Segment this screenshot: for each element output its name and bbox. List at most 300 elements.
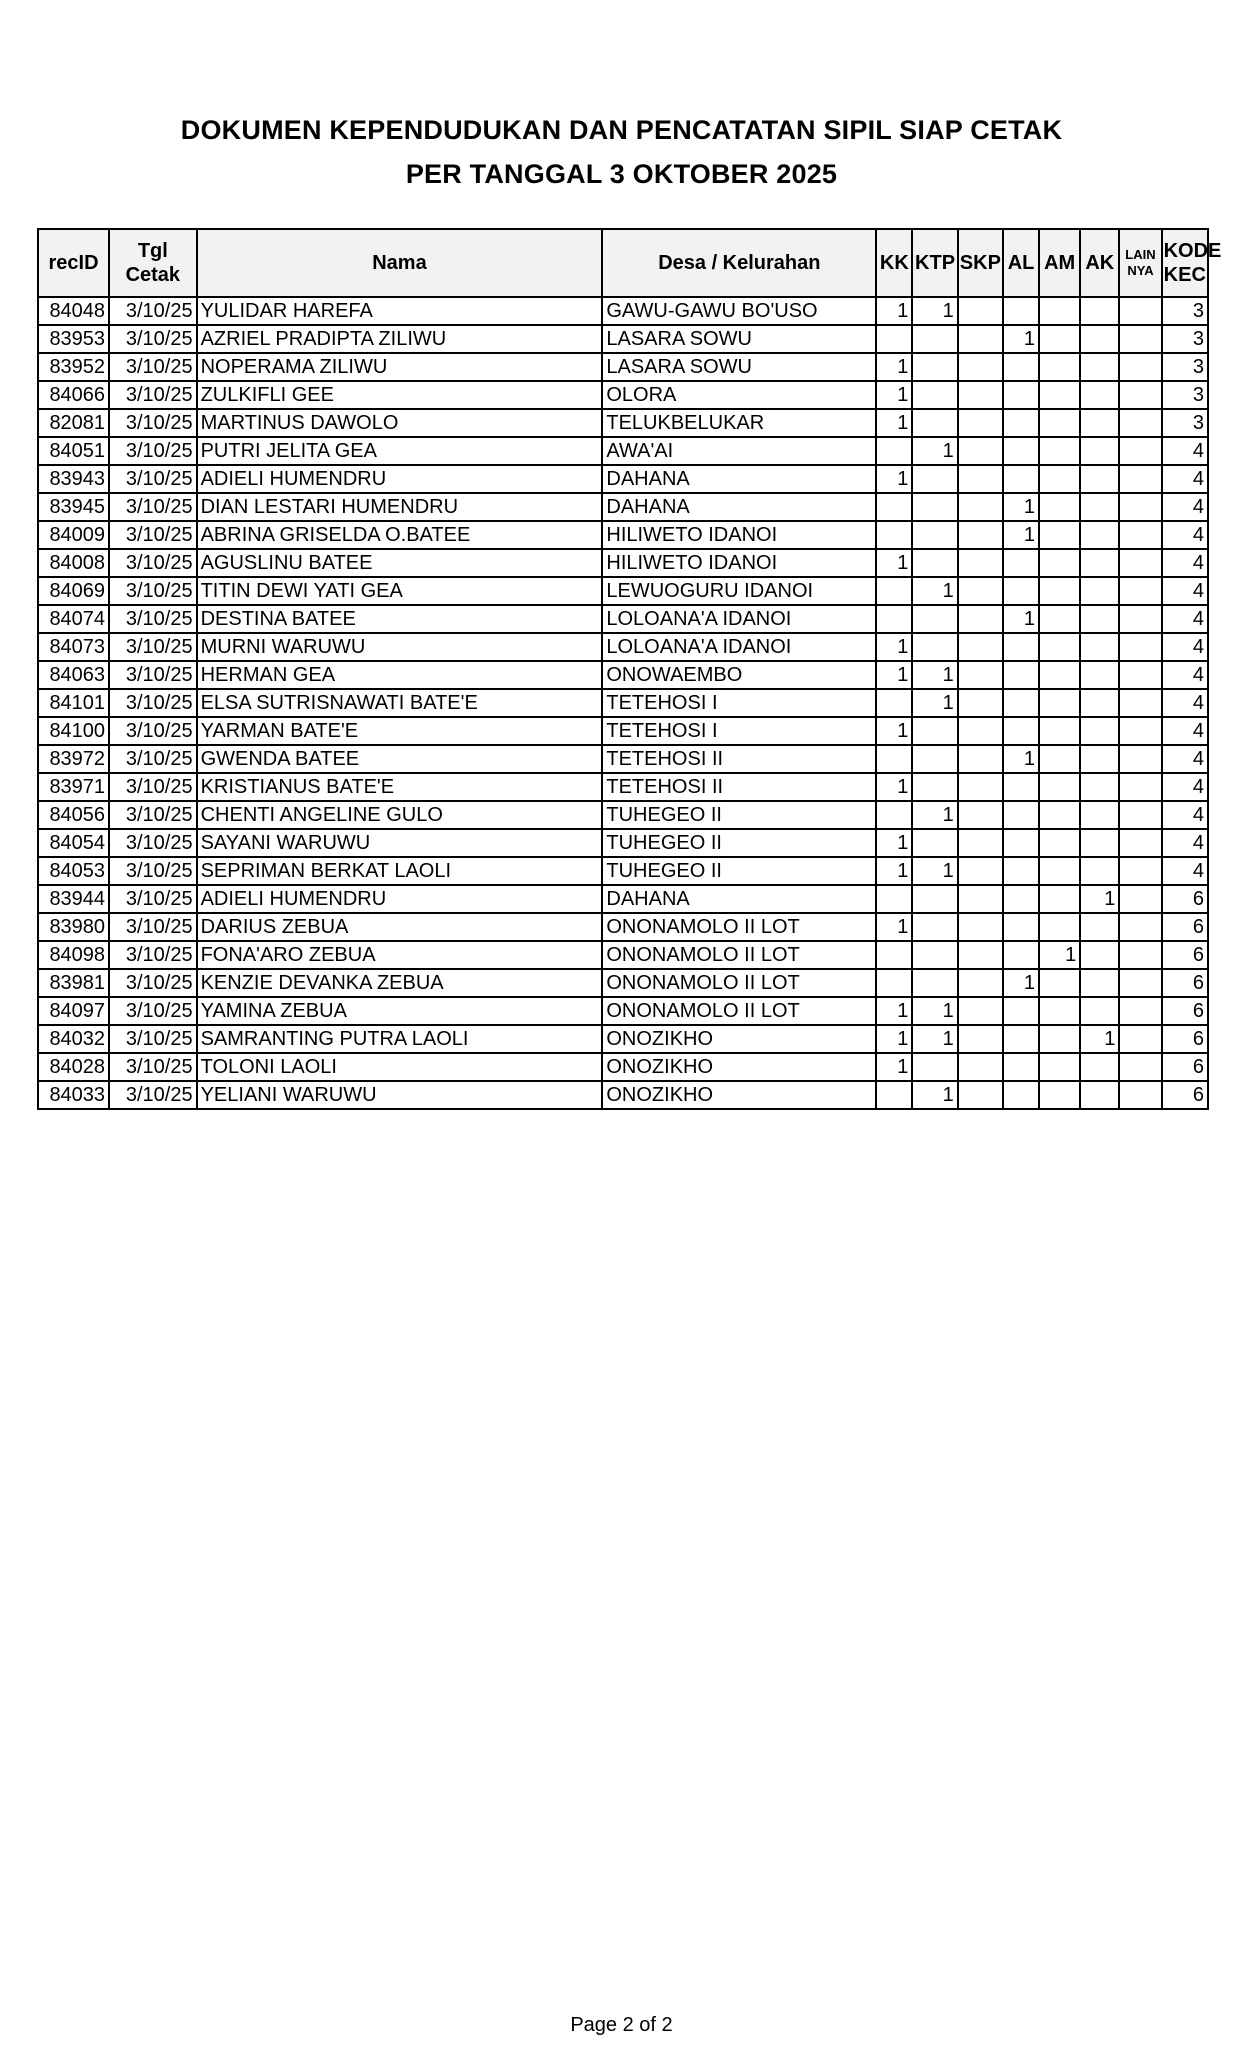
cell-am — [1039, 717, 1080, 745]
cell-lainnya — [1119, 381, 1161, 409]
cell-ak — [1080, 605, 1119, 633]
cell-skp — [958, 325, 1003, 353]
cell-kode: 4 — [1162, 661, 1208, 689]
table-row — [38, 493, 1208, 521]
cell-am — [1039, 689, 1080, 717]
cell-am — [1039, 465, 1080, 493]
cell-skp — [958, 437, 1003, 465]
cell-ak — [1080, 745, 1119, 773]
cell-al — [1003, 885, 1039, 913]
cell-skp — [958, 969, 1003, 997]
cell-al — [1003, 801, 1039, 829]
cell-kode: 3 — [1162, 325, 1208, 353]
cell-desa: HILIWETO IDANOI — [602, 521, 876, 549]
cell-recid: 83944 — [38, 885, 109, 913]
cell-kode: 6 — [1162, 1081, 1208, 1109]
table-row — [38, 549, 1208, 577]
cell-am — [1039, 521, 1080, 549]
cell-recid: 84051 — [38, 437, 109, 465]
cell-ak — [1080, 353, 1119, 381]
cell-skp — [958, 773, 1003, 801]
document-table — [37, 228, 1222, 1110]
cell-ktp — [912, 773, 957, 801]
cell-recid: 84097 — [38, 997, 109, 1025]
table-row — [38, 913, 1208, 941]
cell-recid: 84101 — [38, 689, 109, 717]
cell-ak — [1080, 1053, 1119, 1081]
cell-am — [1039, 997, 1080, 1025]
cell-tgl: 3/10/25 — [109, 689, 197, 717]
cell-lainnya — [1119, 941, 1161, 969]
cell-desa: LEWUOGURU IDANOI — [602, 577, 876, 605]
cell-tgl: 3/10/25 — [109, 409, 197, 437]
cell-al — [1003, 773, 1039, 801]
cell-nama: CHENTI ANGELINE GULO — [197, 801, 603, 829]
cell-desa: ONOZIKHO — [602, 1081, 876, 1109]
header-am: AM — [1039, 229, 1080, 297]
header-ktp: KTP — [912, 229, 957, 297]
cell-kk: 1 — [876, 997, 912, 1025]
cell-nama: DARIUS ZEBUA — [197, 913, 603, 941]
cell-tgl: 3/10/25 — [109, 1053, 197, 1081]
cell-kode: 6 — [1162, 1053, 1208, 1081]
header-kk: KK — [876, 229, 912, 297]
cell-desa: ONONAMOLO II LOT — [602, 969, 876, 997]
cell-ak — [1080, 689, 1119, 717]
cell-lainnya — [1119, 1081, 1161, 1109]
cell-al — [1003, 353, 1039, 381]
cell-nama: AZRIEL PRADIPTA ZILIWU — [197, 325, 603, 353]
cell-recid: 84056 — [38, 801, 109, 829]
table-row — [38, 381, 1208, 409]
cell-ak — [1080, 409, 1119, 437]
cell-skp — [958, 885, 1003, 913]
cell-recid: 84053 — [38, 857, 109, 885]
cell-skp — [958, 521, 1003, 549]
cell-al — [1003, 1053, 1039, 1081]
cell-kode: 4 — [1162, 717, 1208, 745]
cell-kode: 4 — [1162, 521, 1208, 549]
cell-desa: TETEHOSI I — [602, 717, 876, 745]
cell-kode: 4 — [1162, 465, 1208, 493]
cell-kk — [876, 941, 912, 969]
cell-recid: 83971 — [38, 773, 109, 801]
cell-kk: 1 — [876, 829, 912, 857]
cell-am — [1039, 1025, 1080, 1053]
cell-kk: 1 — [876, 661, 912, 689]
cell-recid: 84048 — [38, 297, 109, 325]
cell-desa: ONOZIKHO — [602, 1053, 876, 1081]
cell-kk: 1 — [876, 353, 912, 381]
cell-am — [1039, 969, 1080, 997]
cell-tgl: 3/10/25 — [109, 353, 197, 381]
cell-kode: 6 — [1162, 913, 1208, 941]
cell-desa: LOLOANA'A IDANOI — [602, 633, 876, 661]
cell-nama: SEPRIMAN BERKAT LAOLI — [197, 857, 603, 885]
cell-lainnya — [1119, 801, 1161, 829]
cell-ak — [1080, 969, 1119, 997]
cell-al — [1003, 997, 1039, 1025]
header-lainnya-label: LAIN NYA — [1125, 247, 1156, 278]
cell-desa: TETEHOSI II — [602, 773, 876, 801]
cell-al — [1003, 465, 1039, 493]
cell-kode: 3 — [1162, 297, 1208, 325]
cell-skp — [958, 1025, 1003, 1053]
page-number: Page 2 of 2 — [570, 2014, 673, 2036]
cell-lainnya — [1119, 661, 1161, 689]
cell-recid: 83980 — [38, 913, 109, 941]
cell-tgl: 3/10/25 — [109, 381, 197, 409]
cell-kode: 3 — [1162, 381, 1208, 409]
cell-ak — [1080, 1081, 1119, 1109]
header-lainnya — [1119, 229, 1161, 297]
cell-am — [1039, 801, 1080, 829]
cell-ktp — [912, 717, 957, 745]
cell-ak — [1080, 549, 1119, 577]
cell-desa: HILIWETO IDANOI — [602, 549, 876, 577]
cell-kk: 1 — [876, 409, 912, 437]
cell-kode: 4 — [1162, 745, 1208, 773]
cell-kk — [876, 577, 912, 605]
cell-al — [1003, 1081, 1039, 1109]
cell-am — [1039, 493, 1080, 521]
cell-kode: 4 — [1162, 577, 1208, 605]
cell-recid: 83943 — [38, 465, 109, 493]
cell-nama: KRISTIANUS BATE'E — [197, 773, 603, 801]
cell-tgl: 3/10/25 — [109, 577, 197, 605]
table-row — [38, 745, 1208, 773]
cell-skp — [958, 997, 1003, 1025]
cell-tgl: 3/10/25 — [109, 493, 197, 521]
cell-skp — [958, 913, 1003, 941]
cell-kode: 4 — [1162, 549, 1208, 577]
table-row — [38, 773, 1208, 801]
cell-nama: TOLONI LAOLI — [197, 1053, 603, 1081]
cell-ktp: 1 — [912, 801, 957, 829]
cell-recid: 84033 — [38, 1081, 109, 1109]
cell-kode: 3 — [1162, 409, 1208, 437]
cell-desa: DAHANA — [602, 493, 876, 521]
cell-ktp: 1 — [912, 661, 957, 689]
cell-al — [1003, 437, 1039, 465]
table-row — [38, 605, 1208, 633]
cell-lainnya — [1119, 885, 1161, 913]
cell-ak — [1080, 829, 1119, 857]
cell-tgl: 3/10/25 — [109, 437, 197, 465]
cell-ak — [1080, 633, 1119, 661]
cell-al — [1003, 661, 1039, 689]
cell-ak — [1080, 465, 1119, 493]
cell-ak — [1080, 941, 1119, 969]
table-row — [38, 969, 1208, 997]
cell-ak — [1080, 717, 1119, 745]
cell-am — [1039, 549, 1080, 577]
cell-ak — [1080, 437, 1119, 465]
cell-desa: ONOWAEMBO — [602, 661, 876, 689]
cell-am — [1039, 577, 1080, 605]
cell-tgl: 3/10/25 — [109, 941, 197, 969]
table-row — [38, 633, 1208, 661]
cell-skp — [958, 297, 1003, 325]
cell-ktp — [912, 409, 957, 437]
header-ak: AK — [1080, 229, 1119, 297]
cell-kode: 6 — [1162, 941, 1208, 969]
cell-skp — [958, 829, 1003, 857]
cell-skp — [958, 577, 1003, 605]
cell-nama: ADIELI HUMENDRU — [197, 465, 603, 493]
cell-nama: FONA'ARO ZEBUA — [197, 941, 603, 969]
table-row — [38, 997, 1208, 1025]
cell-kode: 4 — [1162, 689, 1208, 717]
cell-ktp: 1 — [912, 1081, 957, 1109]
cell-skp — [958, 857, 1003, 885]
cell-tgl: 3/10/25 — [109, 717, 197, 745]
cell-ak: 1 — [1080, 885, 1119, 913]
cell-tgl: 3/10/25 — [109, 773, 197, 801]
cell-am: 1 — [1039, 941, 1080, 969]
cell-kk — [876, 325, 912, 353]
table-row — [38, 1053, 1208, 1081]
cell-skp — [958, 493, 1003, 521]
cell-recid: 84008 — [38, 549, 109, 577]
cell-kk: 1 — [876, 633, 912, 661]
cell-al — [1003, 549, 1039, 577]
cell-lainnya — [1119, 1025, 1161, 1053]
cell-kode: 6 — [1162, 1025, 1208, 1053]
cell-kk — [876, 437, 912, 465]
cell-ktp — [912, 969, 957, 997]
cell-am — [1039, 745, 1080, 773]
cell-kode: 6 — [1162, 885, 1208, 913]
cell-nama: YELIANI WARUWU — [197, 1081, 603, 1109]
cell-al: 1 — [1003, 325, 1039, 353]
cell-kk — [876, 969, 912, 997]
cell-lainnya — [1119, 857, 1161, 885]
cell-ak — [1080, 801, 1119, 829]
cell-al — [1003, 409, 1039, 437]
cell-nama: PUTRI JELITA GEA — [197, 437, 603, 465]
cell-al — [1003, 381, 1039, 409]
cell-nama: TITIN DEWI YATI GEA — [197, 577, 603, 605]
cell-skp — [958, 661, 1003, 689]
cell-recid: 83952 — [38, 353, 109, 381]
table-body — [38, 297, 1208, 1109]
cell-kk — [876, 885, 912, 913]
cell-tgl: 3/10/25 — [109, 661, 197, 689]
cell-tgl: 3/10/25 — [109, 465, 197, 493]
cell-al — [1003, 913, 1039, 941]
header-skp: SKP — [958, 229, 1003, 297]
cell-al — [1003, 941, 1039, 969]
cell-kk: 1 — [876, 1053, 912, 1081]
cell-am — [1039, 353, 1080, 381]
cell-skp — [958, 633, 1003, 661]
cell-kk — [876, 521, 912, 549]
cell-am — [1039, 409, 1080, 437]
table-row — [38, 801, 1208, 829]
cell-am — [1039, 829, 1080, 857]
cell-lainnya — [1119, 493, 1161, 521]
cell-ktp — [912, 829, 957, 857]
cell-nama: KENZIE DEVANKA ZEBUA — [197, 969, 603, 997]
cell-tgl: 3/10/25 — [109, 325, 197, 353]
cell-am — [1039, 857, 1080, 885]
cell-nama: NOPERAMA ZILIWU — [197, 353, 603, 381]
cell-recid: 84074 — [38, 605, 109, 633]
cell-recid: 82081 — [38, 409, 109, 437]
cell-skp — [958, 381, 1003, 409]
cell-am — [1039, 297, 1080, 325]
cell-tgl: 3/10/25 — [109, 297, 197, 325]
cell-lainnya — [1119, 549, 1161, 577]
cell-kk — [876, 745, 912, 773]
header-desa-kelurahan: Desa / Kelurahan — [602, 229, 876, 297]
cell-desa: TETEHOSI I — [602, 689, 876, 717]
cell-desa: ONONAMOLO II LOT — [602, 997, 876, 1025]
document-subtitle-date: PER TANGGAL 3 OKTOBER 2025 — [405, 159, 838, 189]
cell-desa: TUHEGEO II — [602, 801, 876, 829]
cell-al — [1003, 717, 1039, 745]
cell-lainnya — [1119, 913, 1161, 941]
table-row — [38, 325, 1208, 353]
cell-al — [1003, 297, 1039, 325]
cell-tgl: 3/10/25 — [109, 997, 197, 1025]
cell-ktp — [912, 941, 957, 969]
cell-recid: 83945 — [38, 493, 109, 521]
cell-ktp: 1 — [912, 857, 957, 885]
cell-am — [1039, 913, 1080, 941]
cell-kk: 1 — [876, 549, 912, 577]
cell-recid: 84098 — [38, 941, 109, 969]
cell-kode: 4 — [1162, 605, 1208, 633]
cell-desa: TUHEGEO II — [602, 829, 876, 857]
cell-am — [1039, 885, 1080, 913]
cell-nama: SAYANI WARUWU — [197, 829, 603, 857]
cell-desa: TELUKBELUKAR — [602, 409, 876, 437]
cell-ktp — [912, 1053, 957, 1081]
cell-kk: 1 — [876, 717, 912, 745]
cell-al — [1003, 633, 1039, 661]
table-row — [38, 1081, 1208, 1109]
cell-ak — [1080, 381, 1119, 409]
header-kode-kec-label: KODE KEC — [1163, 240, 1222, 286]
cell-ktp: 1 — [912, 689, 957, 717]
header-tgl-cetak — [109, 229, 197, 297]
table-row — [38, 717, 1208, 745]
table-row — [38, 409, 1208, 437]
header-nama: Nama — [197, 229, 603, 297]
cell-ak — [1080, 997, 1119, 1025]
cell-skp — [958, 465, 1003, 493]
cell-lainnya — [1119, 745, 1161, 773]
cell-nama: ABRINA GRISELDA O.BATEE — [197, 521, 603, 549]
cell-skp — [958, 409, 1003, 437]
cell-desa: DAHANA — [602, 885, 876, 913]
cell-nama: ELSA SUTRISNAWATI BATE'E — [197, 689, 603, 717]
cell-ak — [1080, 577, 1119, 605]
cell-al — [1003, 1025, 1039, 1053]
cell-ktp — [912, 353, 957, 381]
cell-skp — [958, 549, 1003, 577]
cell-ktp — [912, 549, 957, 577]
cell-ktp: 1 — [912, 437, 957, 465]
cell-am — [1039, 1053, 1080, 1081]
cell-tgl: 3/10/25 — [109, 745, 197, 773]
cell-nama: DESTINA BATEE — [197, 605, 603, 633]
cell-desa: LOLOANA'A IDANOI — [602, 605, 876, 633]
cell-kk: 1 — [876, 1025, 912, 1053]
cell-recid: 84063 — [38, 661, 109, 689]
table-row — [38, 353, 1208, 381]
cell-al: 1 — [1003, 745, 1039, 773]
cell-kode: 6 — [1162, 969, 1208, 997]
cell-lainnya — [1119, 577, 1161, 605]
cell-skp — [958, 801, 1003, 829]
cell-lainnya — [1119, 633, 1161, 661]
cell-skp — [958, 941, 1003, 969]
cell-tgl: 3/10/25 — [109, 969, 197, 997]
cell-nama: AGUSLINU BATEE — [197, 549, 603, 577]
cell-recid: 84100 — [38, 717, 109, 745]
cell-nama: SAMRANTING PUTRA LAOLI — [197, 1025, 603, 1053]
cell-kode: 4 — [1162, 829, 1208, 857]
cell-nama: GWENDA BATEE — [197, 745, 603, 773]
cell-kode: 6 — [1162, 997, 1208, 1025]
cell-ak — [1080, 773, 1119, 801]
cell-lainnya — [1119, 605, 1161, 633]
cell-desa: OLORA — [602, 381, 876, 409]
cell-kk — [876, 801, 912, 829]
cell-ktp: 1 — [912, 1025, 957, 1053]
cell-ktp — [912, 885, 957, 913]
cell-ktp — [912, 381, 957, 409]
cell-kode: 4 — [1162, 773, 1208, 801]
cell-am — [1039, 381, 1080, 409]
cell-skp — [958, 353, 1003, 381]
cell-ak — [1080, 493, 1119, 521]
cell-desa: GAWU-GAWU BO'USO — [602, 297, 876, 325]
table-row — [38, 465, 1208, 493]
cell-tgl: 3/10/25 — [109, 521, 197, 549]
cell-recid: 84028 — [38, 1053, 109, 1081]
cell-skp — [958, 1053, 1003, 1081]
cell-tgl: 3/10/25 — [109, 605, 197, 633]
cell-lainnya — [1119, 829, 1161, 857]
cell-lainnya — [1119, 717, 1161, 745]
cell-lainnya — [1119, 297, 1161, 325]
cell-kode: 3 — [1162, 353, 1208, 381]
cell-ak — [1080, 297, 1119, 325]
cell-nama: ZULKIFLI GEE — [197, 381, 603, 409]
cell-ak: 1 — [1080, 1025, 1119, 1053]
document-title: DOKUMEN KEPENDUDUKAN DAN PENCATATAN SIPIL SIAP CETAK — [180, 115, 1063, 145]
table-row — [38, 661, 1208, 689]
cell-tgl: 3/10/25 — [109, 829, 197, 857]
cell-ak — [1080, 325, 1119, 353]
cell-al — [1003, 577, 1039, 605]
cell-tgl: 3/10/25 — [109, 1025, 197, 1053]
cell-ak — [1080, 521, 1119, 549]
cell-nama: YAMINA ZEBUA — [197, 997, 603, 1025]
cell-kode: 4 — [1162, 437, 1208, 465]
cell-kk: 1 — [876, 913, 912, 941]
cell-kk: 1 — [876, 773, 912, 801]
cell-tgl: 3/10/25 — [109, 1081, 197, 1109]
cell-kk — [876, 493, 912, 521]
table-row — [38, 1025, 1208, 1053]
cell-ktp: 1 — [912, 297, 957, 325]
cell-kk: 1 — [876, 857, 912, 885]
